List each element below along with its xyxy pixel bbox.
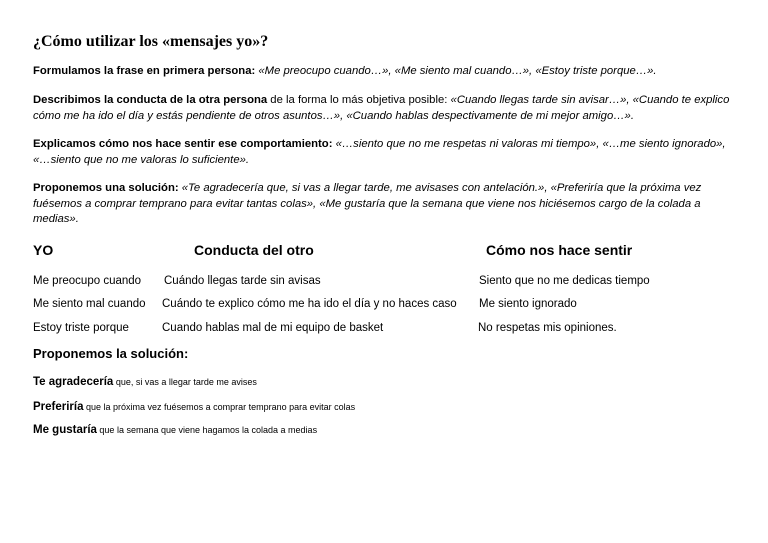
solution-lead: Preferiría bbox=[33, 401, 84, 413]
paragraph-explain-feeling bbox=[33, 137, 738, 168]
solution-heading: Proponemos la solución: bbox=[33, 346, 189, 361]
solution-text: que la próxima vez fuésemos a comprar temprano para evitar colas bbox=[83, 402, 356, 412]
paragraph-text: de la forma lo más objetiva posible: bbox=[267, 94, 451, 106]
solution-text: que, si vas a llegar tarde me avises bbox=[113, 377, 257, 387]
table-cell: Me siento mal cuando bbox=[33, 298, 146, 310]
table-cell: Siento que no me dedicas tiempo bbox=[479, 275, 650, 287]
solution-item bbox=[33, 397, 355, 415]
solution-lead: Me gustaría bbox=[33, 424, 97, 436]
paragraph-examples: «…siento que no me respetas ni valoras mi tiempo», «…me siento ignorado», «…siento que no me valoras lo suficiente». bbox=[33, 138, 726, 166]
table-cell: Estoy triste porque bbox=[33, 322, 129, 334]
table-cell: Me siento ignorado bbox=[479, 298, 577, 310]
table-header-sentir: Cómo nos hace sentir bbox=[486, 242, 633, 258]
table-header-yo: YO bbox=[33, 242, 54, 258]
table-cell: No respetas mis opiniones. bbox=[478, 322, 617, 334]
paragraph-lead: Describimos la conducta de la otra persona bbox=[33, 94, 268, 106]
paragraph-lead: Explicamos cómo nos hace sentir ese comportamiento: bbox=[33, 138, 333, 150]
paragraph-first-person bbox=[33, 64, 738, 80]
solution-text: que la semana que viene hagamos la colada a medias bbox=[96, 425, 318, 435]
table-cell: Cuándo llegas tarde sin avisas bbox=[164, 275, 321, 287]
paragraph-examples: «Cuando llegas tarde sin avisar…», «Cuando te explico cómo me ha ido el día y estás pendiente de otros asuntos…», «Cuando hablas despectivamente de mi mejor amigo…». bbox=[33, 94, 730, 122]
solution-lead: Te agradecería bbox=[33, 376, 114, 388]
table-header-conducta: Conducta del otro bbox=[194, 242, 314, 258]
paragraph-examples: «Te agradecería que, si vas a llegar tarde, me avisases con antelación.», «Preferiría que la próxima vez fuésemos a comprar temprano para evitar tantas colas», «Me gustaría que la semana que viene nos hiciésemos cargo de la colada a medias». bbox=[33, 182, 702, 225]
solution-item bbox=[33, 420, 317, 438]
table-cell: Cuándo te explico cómo me ha ido el día y no haces caso bbox=[162, 298, 457, 310]
paragraph-lead: Proponemos una solución: bbox=[33, 182, 179, 194]
solution-item bbox=[33, 372, 257, 390]
page-title: ¿Cómo utilizar los «mensajes yo»? bbox=[33, 33, 269, 50]
table-cell: Cuando hablas mal de mi equipo de basket bbox=[162, 322, 384, 334]
paragraph-describe-conduct bbox=[33, 93, 738, 124]
paragraph-propose-solution bbox=[33, 181, 738, 228]
paragraph-lead: Formulamos la frase en primera persona: bbox=[33, 65, 256, 77]
table-cell: Me preocupo cuando bbox=[33, 275, 142, 287]
paragraph-examples: «Me preocupo cuando…», «Me siento mal cuando…», «Estoy triste porque…». bbox=[255, 65, 657, 77]
